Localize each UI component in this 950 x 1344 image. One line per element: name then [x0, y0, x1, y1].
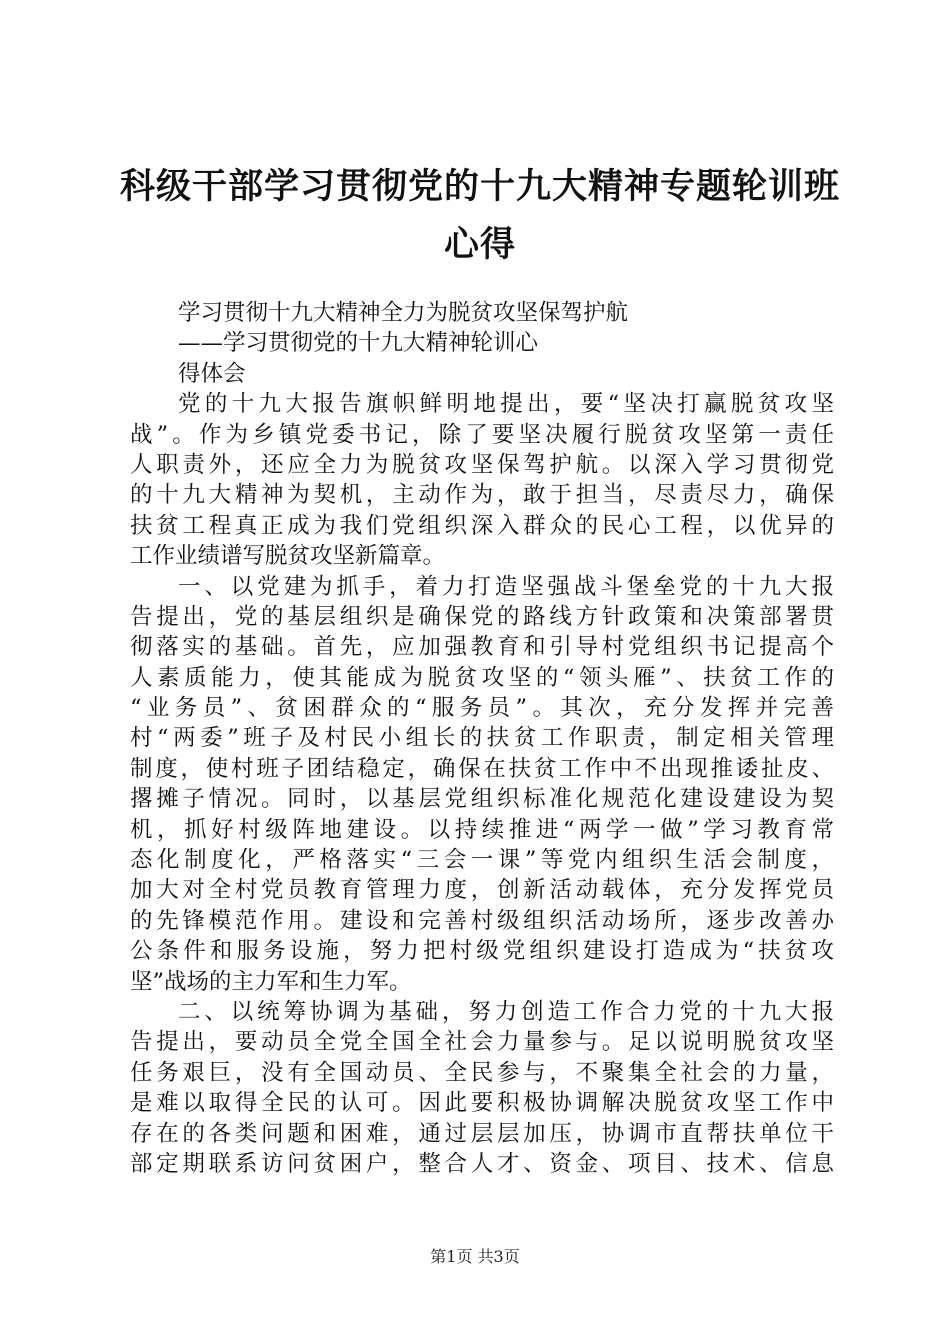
page-footer: 第1页 共3页	[430, 1247, 520, 1266]
body-line: 扶贫工程真正成为我们党组织深入群众的民心工程，以优异的	[130, 512, 834, 539]
body-line: 学习贯彻十九大精神全力为脱贫攻坚保驾护航	[178, 300, 629, 326]
document-body	[130, 298, 834, 1179]
body-line: 党的十九大报告旗帜鲜明地提出，要“坚决打赢脱贫攻坚	[178, 391, 834, 418]
body-line: 机，抓好村级阵地建设。以持续推进“两学一做”学习教育常	[130, 816, 834, 843]
body-line: 二、以统筹协调为基础，努力创造工作合力党的十九大报	[178, 998, 834, 1025]
body-line: 战”。作为乡镇党委书记，除了要坚决履行脱贫攻坚第一责任	[130, 421, 834, 448]
body-line: 村“两委”班子及村民小组长的扶贫工作职责，制定相关管理	[130, 725, 834, 752]
body-line: 加大对全村党员教育管理力度，创新活动载体，充分发挥党员	[130, 877, 834, 904]
body-line: 公条件和服务设施，努力把村级党组织建设打造成为“扶贫攻	[130, 938, 834, 965]
body-line: ——学习贯彻党的十九大精神轮训心	[178, 330, 539, 357]
body-line: 人职责外，还应全力为脱贫攻坚保驾护航。以深入学习贯彻党	[130, 451, 834, 478]
body-line: 的先锋模范作用。建设和完善村级组织活动场所，逐步改善办	[130, 907, 834, 934]
body-line: 人素质能力，使其能成为脱贫攻坚的“领头雁”、扶贫工作的	[130, 664, 834, 691]
body-line: 的十九大精神为契机，主动作为，敢于担当，尽责尽力，确保	[130, 482, 834, 509]
title-line-1: 科级干部学习贯彻党的十九大精神专题轮训班	[120, 167, 841, 207]
body-line: 存在的各类问题和困难，通过层层加压，协调市直帮扶单位干	[130, 1120, 834, 1147]
title-line-2: 心得	[443, 225, 516, 265]
body-line: 告提出，要动员全党全国全社会力量参与。足以说明脱贫攻坚	[130, 1029, 834, 1056]
body-line: 是难以取得全民的认可。因此要积极协调解决脱贫攻坚工作中	[130, 1090, 834, 1117]
body-line: 告提出，党的基层组织是确保党的路线方针政策和决策部署贯	[130, 603, 834, 630]
body-line: “业务员”、贫困群众的“服务员”。其次，充分发挥并完善	[130, 695, 834, 722]
body-line: 一、以党建为抓手，着力打造坚强战斗堡垒党的十九大报	[178, 573, 834, 600]
body-line: 态化制度化，严格落实“三会一课”等党内组织生活会制度，	[130, 847, 834, 874]
document-title	[120, 158, 840, 274]
body-line: 制度，使村班子团结稳定，确保在扶贫工作中不出现推诿扯皮、	[130, 755, 834, 782]
body-line: 坚”战场的主力军和生力军。	[130, 968, 412, 995]
body-line: 工作业绩谱写脱贫攻坚新篇章。	[130, 543, 446, 570]
body-line: 彻落实的基础。首先，应加强教育和引导村党组织书记提高个	[130, 634, 834, 661]
body-line: 部定期联系访问贫困户，整合人才、资金、项目、技术、信息	[130, 1150, 834, 1177]
body-line: 任务艰巨，没有全国动员、全民参与，不聚集全社会的力量，	[130, 1059, 834, 1086]
body-line: 撂摊子情况。同时，以基层党组织标准化规范化建设建设为契	[130, 786, 834, 813]
body-line: 得体会	[178, 360, 246, 387]
